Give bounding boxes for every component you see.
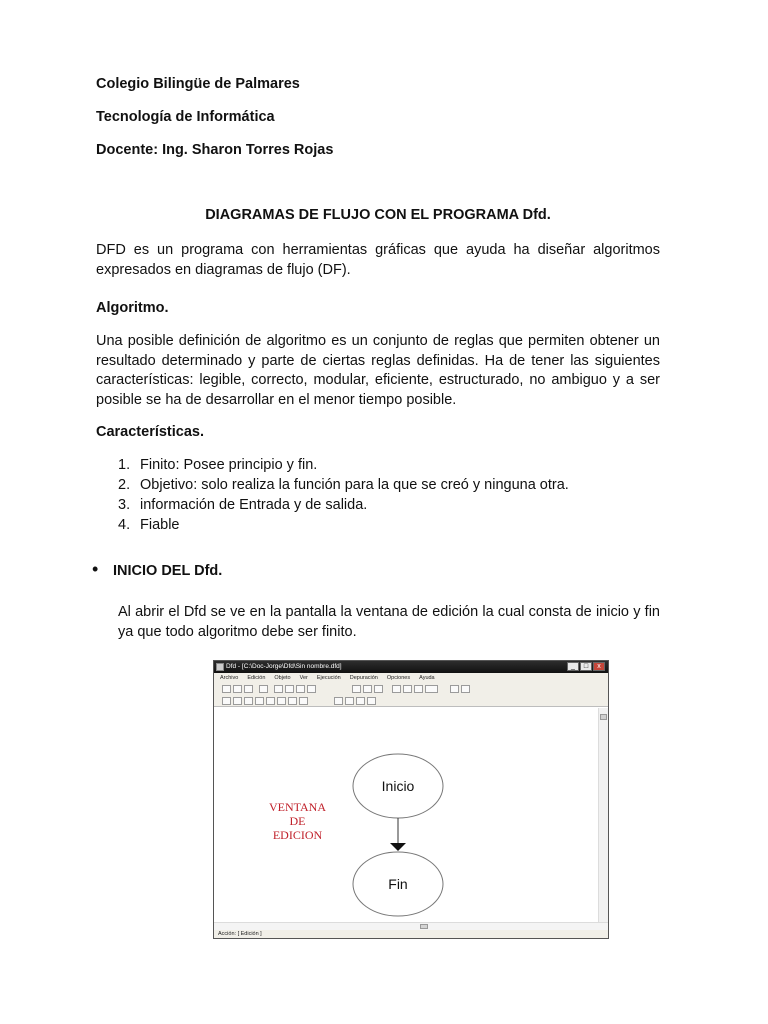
list-number: 4. (118, 517, 131, 533)
scroll-thumb (600, 714, 607, 720)
caracteristicas-heading: Características. (96, 424, 205, 440)
delete-icon (307, 685, 316, 693)
subject-name: Tecnología de Informática (96, 109, 275, 125)
loop-icon (244, 697, 253, 705)
run-icon (352, 685, 361, 693)
open-file-icon (233, 685, 242, 693)
ventana-label (250, 800, 345, 842)
cut-icon (274, 685, 283, 693)
menu-edicion: Edición (247, 675, 266, 681)
window-title: Dfd - [C:\Doc-Jorge\Dfd\Sin nombre.dfd] (226, 663, 342, 670)
list-number: 3. (118, 497, 131, 513)
menu-ver: Ver (299, 675, 308, 681)
paste-icon (296, 685, 305, 693)
menu-bar (214, 673, 608, 683)
menu-archivo: Archivo (220, 675, 239, 681)
status-bar: Acción: [ Edición ] (214, 930, 608, 939)
step-icon (392, 685, 401, 693)
scroll-thumb (420, 924, 428, 929)
ventana-line: EDICION (272, 828, 323, 842)
align-icon (356, 697, 365, 705)
horizontal-scrollbar (214, 922, 608, 930)
expand-icon (367, 697, 376, 705)
vertical-scrollbar (598, 708, 608, 922)
teacher-name: Docente: Ing. Sharon Torres Rojas (96, 142, 334, 158)
menu-opciones: Opciones (386, 675, 411, 681)
arrowhead-icon (390, 843, 406, 851)
list-item (118, 457, 317, 473)
inicio-paragraph: Al abrir el Dfd se ve en la pantalla la ventana de edición la cual consta de inicio y fin ya que todo algoritmo debe ser finito. (118, 604, 660, 640)
intro-paragraph: DFD es un programa con herramientas gráficas que ayuda ha diseñar algoritmos expresados en diagramas de flujo (DF). (96, 242, 660, 278)
zoom-in-icon (450, 685, 459, 693)
window-titlebar (214, 661, 608, 673)
shift-icon (345, 697, 354, 705)
new-file-icon (222, 685, 231, 693)
zoom-out-icon (461, 685, 470, 693)
start-label: Inicio (381, 778, 415, 794)
decision-icon (266, 697, 275, 705)
stop-icon (363, 685, 372, 693)
list-number: 2. (118, 477, 131, 493)
inicio-heading: INICIO DEL Dfd. (113, 563, 223, 579)
bullet-icon: • (92, 559, 99, 579)
end-label: Fin (388, 876, 408, 892)
list-item (118, 497, 367, 513)
pause-icon (374, 685, 383, 693)
ventana-line: DE (289, 814, 306, 828)
list-text: Finito: Posee principio y fin. (140, 457, 318, 473)
read-icon (255, 697, 264, 705)
menu-ayuda: Ayuda (419, 675, 435, 681)
step-into-icon (403, 685, 412, 693)
document-title: DIAGRAMAS DE FLUJO CON EL PROGRAMA Dfd. (205, 207, 551, 223)
menu-objeto: Objeto (274, 675, 291, 681)
evaluate-icon (425, 685, 438, 693)
list-number: 1. (118, 457, 131, 473)
algoritmo-paragraph: Una posible definición de algoritmo es un conjunto de reglas que permiten obtener un resultado determinado y parte de ciertas reglas definidas. Ha de tener las siguientes características: legible, correcto, modular, eficiente, estructurado, no ambiguo y a ser posible se ha de desarrollar en el menor tiempo posible. (96, 333, 660, 408)
cursor-icon (222, 697, 231, 705)
insert-icon (334, 697, 343, 705)
close-button: x (593, 662, 605, 671)
toolbar-row-1 (214, 683, 608, 695)
menu-ejecucion: Ejecución (316, 675, 341, 681)
list-text: Objetivo: solo realiza la función para la que se creó y ninguna otra. (140, 477, 569, 493)
algoritmo-heading: Algoritmo. (96, 300, 169, 316)
save-file-icon (244, 685, 253, 693)
ventana-line: VENTANA (268, 800, 327, 814)
minimize-button: _ (567, 662, 579, 671)
window-controls (567, 662, 605, 671)
print-icon (259, 685, 268, 693)
edit-canvas (214, 708, 598, 922)
maximize-button: □ (580, 662, 592, 671)
dfd-screenshot (213, 660, 609, 939)
list-item (118, 477, 569, 493)
assign-icon (233, 697, 242, 705)
school-name: Colegio Bilingüe de Palmares (96, 76, 300, 92)
copy-icon (285, 685, 294, 693)
output-icon (277, 697, 286, 705)
subprogram-icon (299, 697, 308, 705)
list-item (118, 517, 180, 533)
menu-depuracion: Depuración (349, 675, 378, 681)
toolbar-row-2 (214, 695, 608, 707)
list-text: información de Entrada y de salida. (140, 497, 368, 513)
list-text: Fiable (140, 517, 180, 533)
app-icon (216, 663, 224, 671)
watch-icon (414, 685, 423, 693)
while-icon (288, 697, 297, 705)
